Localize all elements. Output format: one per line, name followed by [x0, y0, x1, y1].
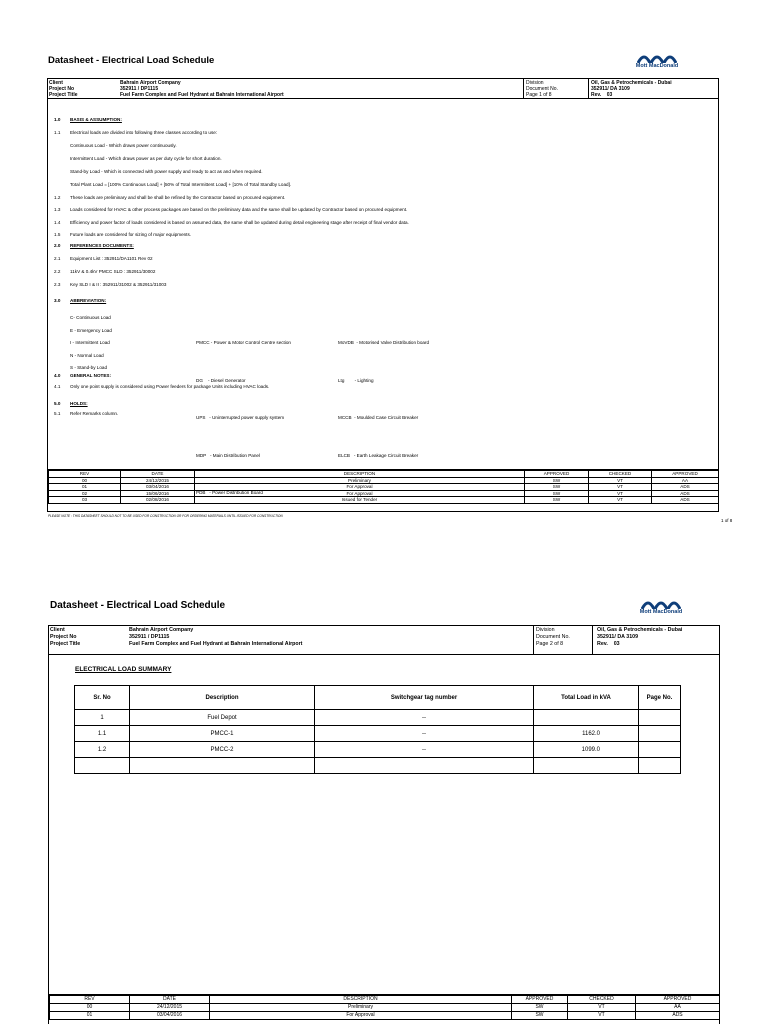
- document-no-value: 352911/ DA 3109: [591, 86, 630, 93]
- table-cell: 1: [75, 710, 130, 726]
- section-heading: REFERENCES DOCUMENTS:: [70, 243, 134, 248]
- document-no-value: 352911/ DA 3109: [597, 634, 639, 640]
- header-values: [120, 80, 284, 99]
- header-right-labels: [536, 627, 570, 648]
- project-no-label: Project No: [50, 634, 77, 640]
- section-number: 2.3: [54, 282, 61, 287]
- document-no-label: Document No.: [536, 634, 570, 640]
- table-cell: VT: [589, 497, 652, 504]
- section-number: 1.1: [54, 130, 61, 135]
- logo-text: Mott MacDonald: [635, 63, 679, 69]
- table-cell: 00: [50, 1004, 130, 1012]
- column-header: APPROVED: [512, 996, 568, 1004]
- column-header: DESCRIPTION: [210, 996, 512, 1004]
- table-cell: 15/06/2016: [121, 490, 195, 497]
- table-cell: VT: [568, 1004, 636, 1012]
- table-cell: ADS: [652, 497, 719, 504]
- table-cell: 1.2: [75, 742, 130, 758]
- section-text: 11kV & 0.4kV PMCC SLD : 352911/30002: [70, 269, 156, 274]
- summary-header-row: [75, 686, 681, 710]
- load-summary-table: [74, 685, 681, 774]
- division-value: Oil, Gas & Petrochemicals - Dubai: [597, 627, 683, 633]
- project-no-value: 352911 / DP1115: [120, 86, 159, 93]
- revision-table: [49, 995, 720, 1020]
- division-label: Division: [536, 627, 555, 633]
- abbrev-item: N - Normal Load: [70, 352, 104, 358]
- table-row: [50, 1004, 720, 1012]
- section-text: Stand-by Load - Which is connected with power supply and ready to act as and when required.: [70, 169, 263, 174]
- table-cell: --: [315, 710, 534, 726]
- section-text: Total Plant Load = [100% Continuous Load] + [50% of Total Intermittent Load] + [10% of Total Standby Load].: [70, 182, 292, 187]
- table-cell: SW: [525, 484, 589, 491]
- table-cell: ADS: [652, 490, 719, 497]
- column-header: Sr. No: [75, 686, 130, 710]
- client-value: Bahrain Airport Company: [120, 80, 181, 86]
- section-heading: HOLDS:: [70, 401, 88, 406]
- abbrev-item: UPS - Uninterrupted power supply system: [196, 415, 285, 420]
- section-number: 1.2: [54, 195, 61, 200]
- project-no-value: 352911 / DP1115: [129, 634, 170, 640]
- abbrev-item: C- Continuous Load: [70, 315, 111, 320]
- table-cell: [639, 758, 681, 774]
- table-cell: ADS: [636, 1012, 720, 1020]
- table-cell: 24/12/2015: [121, 477, 195, 484]
- table-cell: [130, 758, 315, 774]
- logo-text: Mott MacDonald: [639, 609, 683, 615]
- section-text: Electrical loads are divided into following three classes according to use:: [70, 130, 218, 135]
- client-label: Client: [50, 627, 65, 633]
- section-text: Loads considered for HVAC & other process packages are based on the preliminary data and the same shall be updated by Contractor based on procured equipment.: [70, 207, 408, 212]
- abbrev-item: Ltg - Lighting: [338, 377, 374, 383]
- mott-macdonald-logo: [626, 51, 688, 73]
- section-number: 1.3: [54, 207, 61, 212]
- header-values: [129, 627, 302, 648]
- project-title-label: Project Title: [50, 641, 81, 647]
- footer-note: PLEASE NOTE : THIS DATASHEET SHOULD NOT TO BE USED FOR CONSTRUCTION OR FOR ORDERING MATERIALS UNTIL ISSUED FOR CONSTRUCTION: [48, 514, 283, 518]
- column-header: Switchgear tag number: [315, 686, 534, 710]
- rev-value: 03: [606, 92, 613, 99]
- table-cell: [315, 758, 534, 774]
- header-left: [49, 80, 78, 99]
- table-cell: --: [315, 726, 534, 742]
- abbrev-col-1: [70, 312, 112, 375]
- division-label: Division: [526, 80, 544, 86]
- table-row: [75, 726, 681, 742]
- table-cell: SW: [512, 1004, 568, 1012]
- table-cell: ADS: [652, 484, 719, 491]
- table-cell: AA: [652, 477, 719, 484]
- table-cell: For Approval: [210, 1012, 512, 1020]
- abbrev-item: MoVDB - Motorised Valve Distribution board: [338, 340, 430, 345]
- table-cell: 03/04/2016: [121, 484, 195, 491]
- section-text: These loads are preliminary and shall be shall be refined by the Contractor based on procured equipment.: [70, 195, 286, 200]
- section-number: 1.4: [54, 220, 61, 225]
- table-cell: 03: [49, 497, 121, 504]
- column-header: DATE: [130, 996, 210, 1004]
- header-right-labels: [526, 80, 558, 99]
- table-cell: AA: [636, 1004, 720, 1012]
- abbrev-col-3: [338, 312, 429, 487]
- section-text: Continuous Load - Which draws power continuously.: [70, 143, 177, 148]
- table-cell: 1099.0: [534, 742, 639, 758]
- section-number: 4.1: [54, 384, 61, 389]
- table-row: [75, 758, 681, 774]
- revision-header-row: [50, 996, 720, 1004]
- datasheet-frame-1: [47, 78, 719, 512]
- table-cell: [639, 710, 681, 726]
- table-cell: 01: [49, 484, 121, 491]
- table-cell: 00: [49, 477, 121, 484]
- table-cell: [534, 710, 639, 726]
- table-cell: SW: [525, 477, 589, 484]
- section-text: Key SLD I & II : 352911/31002 & 352911/31003: [70, 282, 167, 287]
- abbrev-item: PMCC - Power & Motor Control Centre section: [196, 340, 291, 345]
- section-text: Only one point supply is considered using Power feeders for package Units including HVAC loads.: [70, 384, 270, 389]
- section-heading: GENERAL NOTES:: [70, 373, 112, 378]
- document-no-label: Document No.: [526, 86, 558, 93]
- section-text: Intermittent Load - Which draws power as per duty cycle for short duration.: [70, 156, 222, 161]
- column-header: CHECKED: [589, 471, 652, 478]
- abbrev-item: PDB - Power Distribution Board: [196, 490, 263, 495]
- table-cell: SW: [512, 1012, 568, 1020]
- section-number: 2.1: [54, 256, 61, 261]
- section-number: 4.0: [54, 373, 61, 378]
- table-row: [75, 742, 681, 758]
- section-number: 3.0: [54, 298, 61, 303]
- header-left: [50, 627, 80, 648]
- table-cell: 02/08/2016: [121, 497, 195, 504]
- table-cell: VT: [589, 490, 652, 497]
- abbrev-item: I - Intermittent Load: [70, 340, 110, 345]
- table-cell: Preliminary: [210, 1004, 512, 1012]
- column-header: Page No.: [639, 686, 681, 710]
- client-value: Bahrain Airport Company: [129, 627, 194, 633]
- section-text: Future loads are considered for sizing of major equipments.: [70, 232, 192, 237]
- project-no-label: Project No: [49, 86, 75, 93]
- table-cell: [534, 758, 639, 774]
- table-cell: SW: [525, 497, 589, 504]
- section-number: 1.0: [54, 117, 61, 122]
- table-cell: PMCC-1: [130, 726, 315, 742]
- table-cell: PMCC-2: [130, 742, 315, 758]
- column-header: Description: [130, 686, 315, 710]
- section-number: 5.0: [54, 401, 61, 406]
- section-text: Efficiency and power factor of loads considered is based on assumed data, the same shall be updated during detail engineering stage after receipt of final vendor data.: [70, 220, 409, 225]
- table-cell: VT: [589, 484, 652, 491]
- table-cell: VT: [568, 1012, 636, 1020]
- page-label: Page 1 of 8: [526, 92, 552, 99]
- section-number: 5.1: [54, 411, 61, 416]
- column-header: Total Load in kVA: [534, 686, 639, 710]
- rev-label: Rev.: [597, 641, 608, 647]
- table-cell: [75, 758, 130, 774]
- table-cell: 1162.0: [534, 726, 639, 742]
- page-label: Page 2 of 8: [536, 641, 564, 647]
- header-right-values: [591, 80, 672, 99]
- revision-table: [48, 470, 719, 504]
- table-row: [49, 497, 719, 504]
- column-header: APPROVED: [525, 471, 589, 478]
- column-header: CHECKED: [568, 996, 636, 1004]
- table-cell: 03/04/2016: [130, 1012, 210, 1020]
- section-number: 2.2: [54, 269, 61, 274]
- page-title: Datasheet - Electrical Load Schedule: [50, 600, 226, 611]
- logo-arches-icon: [641, 597, 681, 609]
- rev-label: Rev.: [591, 92, 602, 99]
- abbrev-item: ELCB - Earth Leakage Circuit Breaker: [338, 452, 419, 458]
- section-text: Equipment List : 352911/DA1101 Rev 02: [70, 256, 153, 261]
- table-cell: 24/12/2015: [130, 1004, 210, 1012]
- section-number: 2.0: [54, 243, 61, 248]
- project-title-label: Project Title: [49, 92, 78, 99]
- header-right-values: [597, 627, 682, 648]
- column-header: APPROVED: [636, 996, 720, 1004]
- table-cell: Issued for Tender: [195, 497, 525, 504]
- table-cell: For Approval: [195, 490, 525, 497]
- column-header: REV: [50, 996, 130, 1004]
- abbrev-item: MDP - Main Distribution Panel: [196, 452, 260, 458]
- section-number: 1.5: [54, 232, 61, 237]
- table-cell: 01: [50, 1012, 130, 1020]
- client-label: Client: [49, 80, 63, 86]
- page-title: Datasheet - Electrical Load Schedule: [48, 55, 215, 66]
- table-cell: 1.1: [75, 726, 130, 742]
- abbrev-item: E - Emergency Load: [70, 327, 112, 333]
- table-cell: --: [315, 742, 534, 758]
- table-cell: [639, 726, 681, 742]
- table-cell: VT: [589, 477, 652, 484]
- column-header: DATE: [121, 471, 195, 478]
- table-cell: [639, 742, 681, 758]
- table-row: [50, 1012, 720, 1020]
- table-row: [75, 710, 681, 726]
- column-header: APPROVED: [652, 471, 719, 478]
- summary-title: ELECTRICAL LOAD SUMMARY: [75, 666, 172, 673]
- project-title-value: Fuel Farm Complex and Fuel Hydrant at Bahrain International Airport: [129, 641, 303, 647]
- section-heading: ABBREVIATION:: [70, 298, 107, 303]
- column-header: DESCRIPTION: [195, 471, 525, 478]
- logo-arches-icon: [637, 51, 677, 63]
- mott-macdonald-logo: [630, 597, 692, 619]
- division-value: Oil, Gas & Petrochemicals - Dubai: [591, 80, 672, 86]
- table-cell: SW: [525, 490, 589, 497]
- abbrev-item: DG - Diesel Generator: [196, 377, 246, 383]
- abbrev-item: S - Stand-by Load: [70, 365, 108, 370]
- table-cell: Preliminary: [195, 477, 525, 484]
- table-cell: For Approval: [195, 484, 525, 491]
- column-header: REV: [49, 471, 121, 478]
- section-heading: BASIS & ASSUMPTION:: [70, 117, 122, 122]
- rev-value: 03: [613, 641, 620, 647]
- section-text: Refer Remarks column.: [70, 411, 119, 416]
- table-cell: Fuel Depot: [130, 710, 315, 726]
- abbrev-item: MCCB - Moulded Case Circuit Breaker: [338, 415, 419, 420]
- table-cell: 02: [49, 490, 121, 497]
- page-count: 1 of 8: [721, 518, 733, 523]
- project-title-value: Fuel Farm Complex and Fuel Hydrant at Bahrain International Airport: [120, 92, 284, 99]
